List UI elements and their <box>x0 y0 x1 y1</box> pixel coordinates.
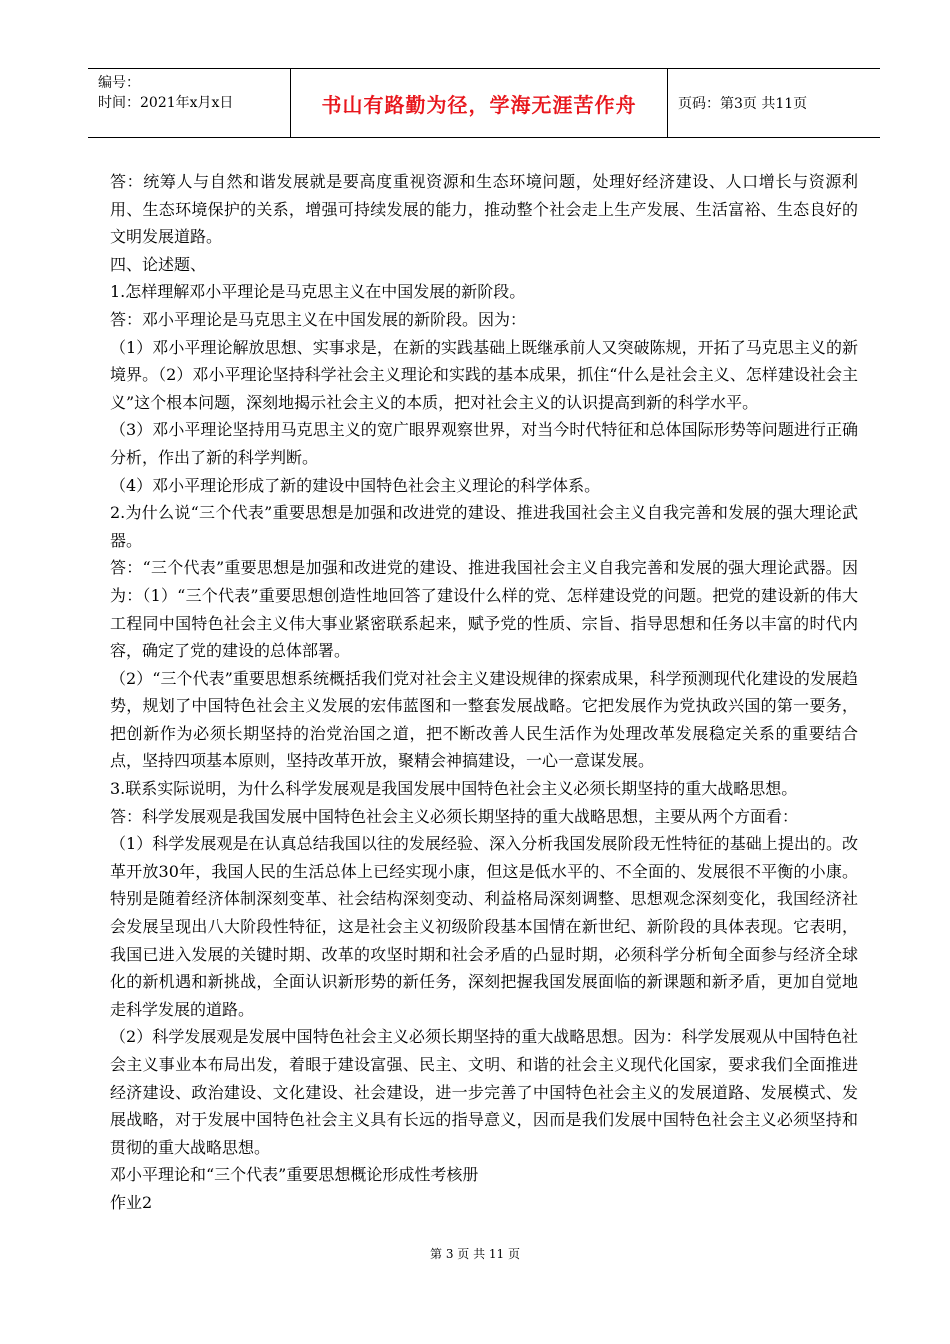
time-label: 时间：2021年x月x日 <box>98 95 234 111</box>
serial-label: 编号： <box>98 75 140 91</box>
paragraph: 答：“三个代表”重要思想是加强和改进党的建设、推进我国社会主义自我完善和发展的强大理论武器。因为：（1）“三个代表”重要思想创造性地回答了建设什么样的党、怎样建设党的问题。把党的建设新的伟大工程同中国特色社会主义伟大事业紧密联系起来，赋予党的性质、宗旨、指导思想和任务以丰富的时代内容，确定了党的建设的总体部署。 <box>110 558 858 661</box>
paragraph: （2）科学发展观是发展中国特色社会主义必须长期坚持的重大战略思想。因为：科学发展观从中国特色社会主义事业本布局出发，着眼于建设富强、民主、文明、和谐的社会主义现代化国家，要求我们全面推进经济建设、政治建设、文化建设、社会建设，进一步完善了中国特色社会主义的发展道路、发展模式、发展战略，对于发展中国特色社会主义具有长远的指导意义，因而是我们发展中国特色社会主义必须坚持和贯彻的重大战略思想。 <box>110 1027 858 1157</box>
question: 2.为什么说“三个代表”重要思想是加强和改进党的建设、推进我国社会主义自我完善和发展的强大理论武器。 <box>110 503 858 550</box>
paragraph: （1）科学发展观是在认真总结我国以往的发展经验、深入分析我国发展阶段无性特征的基础上提出的。改革开放30年，我国人民的生活总体上已经实现小康，但这是低水平的、不全面的、发展很不平衡的小康。特别是随着经济体制深刻变革、社会结构深刻变动、利益格局深刻调整、思想观念深刻变化，我国经济社会发展呈现出八大阶段性特征，这是社会主义初级阶段基本国情在新世纪、新阶段的具体表现。它表明，我国已进入发展的关键时期、改革的攻坚时期和社会矛盾的凸显时期，必须科学分析甸全面参与经济全球化的新机遇和新挑战，全面认识新形势的新任务，深刻把握我国发展面临的新课题和新矛盾，更加自觉地走科学发展的道路。 <box>110 834 858 1019</box>
question: 3.联系实际说明，为什么科学发展观是我国发展中国特色社会主义必须长期坚持的重大战略思想。 <box>110 779 798 799</box>
paragraph: （1）邓小平理论解放思想、实事求是，在新的实践基础上既继承前人又突破陈规，开拓了马克思主义的新境界。（2）邓小平理论坚持科学社会主义理论和实践的基本成果，抓住“什么是社会主义、怎样建设社会主义”这个根本问题，深刻地揭示社会主义的本质，把对社会主义的认识提高到新的科学水平。 <box>110 337 858 412</box>
header-page-label: 页码：第3页 共11页 <box>678 96 808 112</box>
paragraph: 作业2 <box>110 1192 153 1212</box>
document-body <box>110 168 858 1217</box>
paragraph: 答：统筹人与自然和谐发展就是要高度重视资源和生态环境问题，处理好经济建设、人口增长与资源利用、生态环境保护的关系，增强可持续发展的能力，推动整个社会走上生产发展、生活富裕、生态良好的文明发展道路。 <box>110 172 858 247</box>
question: 1.怎样理解邓小平理论是马克思主义在中国发展的新阶段。 <box>110 282 526 302</box>
paragraph: 答：科学发展观是我国发展中国特色社会主义必须长期坚持的重大战略思想，主要从两个方面看： <box>110 806 799 826</box>
paragraph: （4）邓小平理论形成了新的建设中国特色社会主义理论的科学体系。 <box>110 475 601 495</box>
header-meta <box>88 69 290 137</box>
paragraph: 答：邓小平理论是马克思主义在中国发展的新阶段。因为： <box>110 309 527 329</box>
section-heading: 四、论述题、 <box>110 254 207 274</box>
paragraph: （3）邓小平理论坚持用马克思主义的宽广眼界观察世界，对当今时代特征和总体国际形势等问题进行正确分析，作出了新的科学判断。 <box>110 420 858 467</box>
paragraph: （2）“三个代表”重要思想系统概括我们党对社会主义建设规律的探索成果，科学预测现代化建设的发展趋势，规划了中国特色社会主义发展的宏伟蓝图和一整套发展战略。它把发展作为党执政兴国的第一要务，把创新作为必须长期坚持的治党治国之道，把不断改善人民生活作为处理改革发展稳定关系的重要结合点，坚持四项基本原则，坚持改革开放，聚精会神搞建设，一心一意谋发展。 <box>110 668 858 771</box>
header-motto: 书山有路勤为径，学海无涯苦作舟 <box>290 69 668 137</box>
page-footer: 第 3 页 共 11 页 <box>430 1247 520 1261</box>
page-header <box>88 68 880 138</box>
paragraph: 邓小平理论和“三个代表”重要思想概论形成性考核册 <box>110 1165 479 1185</box>
